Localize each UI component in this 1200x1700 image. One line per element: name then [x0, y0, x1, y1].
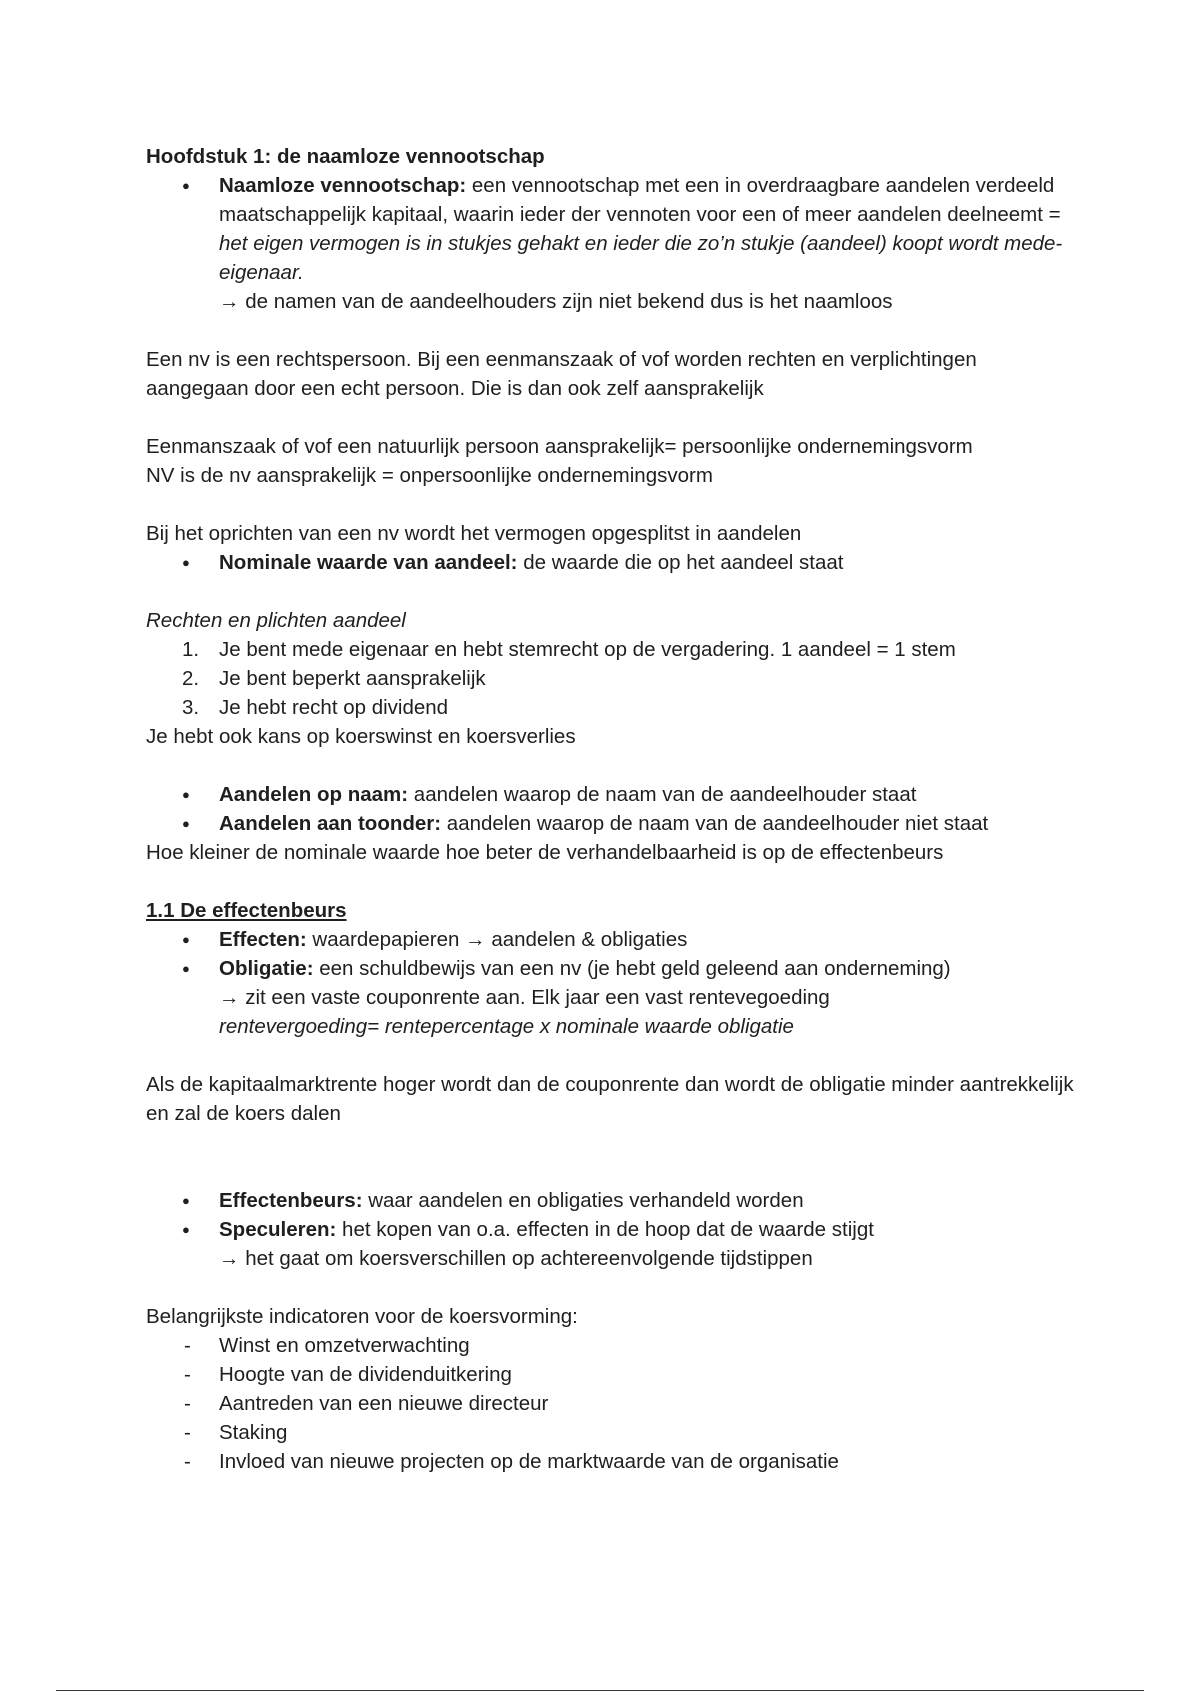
- paragraph-eenmanszaak-line1: Eenmanszaak of vof een natuurlijk persoon aansprakelijk= persoonlijke ondernemingsvorm: [146, 435, 973, 458]
- term: Obligatie:: [219, 957, 314, 980]
- rechten-title: Rechten en plichten aandeel: [146, 609, 406, 632]
- paragraph-eenmanszaak-line2: NV is de nv aansprakelijk = onpersoonlijke ondernemingsvorm: [146, 464, 713, 487]
- term: Speculeren:: [219, 1218, 337, 1241]
- list-item: [146, 171, 1076, 316]
- aandelen-list: [146, 780, 1076, 838]
- list-item: [146, 780, 1076, 809]
- list-item: [146, 664, 1076, 693]
- page-bottom-divider: [56, 1690, 1144, 1691]
- definition-text: aandelen waarop de naam van de aandeelhouder niet staat: [441, 812, 989, 835]
- list-item: [146, 809, 1076, 838]
- term: Aandelen aan toonder:: [219, 812, 442, 835]
- list-item: [146, 1186, 1076, 1215]
- rechten-list: [146, 635, 1076, 722]
- paragraph-kapitaalmarktrente: Als de kapitaalmarktrente hoger wordt dan de couponrente dan wordt de obligatie minder aantrekkelijk en zal de koers dalen: [146, 1073, 1074, 1125]
- list-item: - Invloed van nieuwe projecten op de marktwaarde van de organisatie: [146, 1447, 1076, 1476]
- paragraph-oprichten: Bij het oprichten van een nv wordt het vermogen opgesplitst in aandelen: [146, 522, 802, 545]
- definition-text: waar aandelen en obligaties verhandeld worden: [362, 1189, 804, 1212]
- definition-list: [146, 171, 1076, 316]
- list-text: Je hebt recht op dividend: [219, 696, 449, 719]
- term: Naamloze vennootschap:: [219, 174, 467, 197]
- list-text: Je bent mede eigenaar en hebt stemrecht op de vergadering. 1 aandeel = 1 stem: [219, 638, 956, 661]
- page-title: Hoofdstuk 1: de naamloze vennootschap: [146, 145, 545, 168]
- list-item: [146, 925, 1076, 954]
- list-item: - Staking: [146, 1418, 1076, 1447]
- list-number: 2.: [182, 667, 200, 690]
- nominale-list: [146, 548, 1076, 577]
- list-number: 1.: [182, 638, 200, 661]
- list-item: [146, 1215, 1076, 1273]
- definition-text: waardepapieren → aandelen & obligaties: [306, 928, 688, 951]
- term: Nominale waarde van aandeel:: [219, 551, 518, 574]
- definition-italic: het eigen vermogen is in stukjes gehakt en ieder die zo’n stukje (aandeel) koopt wordt mede-eigenaar.: [219, 232, 1063, 284]
- definition-text: de waarde die op het aandeel staat: [517, 551, 844, 574]
- document-page: [146, 142, 1076, 1476]
- effecten-list: [146, 925, 1076, 1041]
- arrow-line: → zit een vaste couponrente aan. Elk jaar een vast rentevegoeding: [219, 986, 830, 1009]
- indicatoren-list: [146, 1331, 1076, 1476]
- list-item: - Winst en omzetverwachting: [146, 1331, 1076, 1360]
- formula-line: rentevergoeding= rentepercentage x nominale waarde obligatie: [219, 1015, 794, 1038]
- term: Effecten:: [219, 928, 307, 951]
- definition-text: aandelen waarop de naam van de aandeelhouder staat: [408, 783, 917, 806]
- paragraph-rechtspersoon: Een nv is een rechtspersoon. Bij een eenmanszaak of vof worden rechten en verplichtingen aangegaan door een echt persoon. Die is dan ook zelf aansprakelijk: [146, 348, 977, 400]
- list-item: [146, 635, 1076, 664]
- definition-text: een schuldbewijs van een nv (je hebt geld geleend aan onderneming): [313, 957, 951, 980]
- koers-line: Je hebt ook kans op koerswinst en koersverlies: [146, 725, 576, 748]
- list-number: 3.: [182, 696, 200, 719]
- indicatoren-title: Belangrijkste indicatoren voor de koersvorming:: [146, 1305, 578, 1328]
- list-item: [146, 693, 1076, 722]
- list-item: - Aantreden van een nieuwe directeur: [146, 1389, 1076, 1418]
- nominale-line: Hoe kleiner de nominale waarde hoe beter de verhandelbaarheid is op de effectenbeurs: [146, 841, 944, 864]
- section-title: 1.1 De effectenbeurs: [146, 899, 347, 922]
- definition-text: het kopen van o.a. effecten in de hoop dat de waarde stijgt: [336, 1218, 874, 1241]
- arrow-line: → de namen van de aandeelhouders zijn niet bekend dus is het naamloos: [219, 290, 893, 313]
- list-item: [146, 954, 1076, 1041]
- term: Effectenbeurs:: [219, 1189, 363, 1212]
- term: Aandelen op naam:: [219, 783, 409, 806]
- list-item: - Hoogte van de dividenduitkering: [146, 1360, 1076, 1389]
- definition-text: een vennootschap met een in overdraagbare aandelen verdeeld maatschappelijk kapitaal, waarin ieder der vennoten voor een of meer aandelen deelneemt =: [219, 174, 1061, 226]
- list-item: [146, 548, 1076, 577]
- beurs-list: [146, 1186, 1076, 1273]
- list-text: Je bent beperkt aansprakelijk: [219, 667, 486, 690]
- arrow-line: → het gaat om koersverschillen op achtereenvolgende tijdstippen: [219, 1247, 813, 1270]
